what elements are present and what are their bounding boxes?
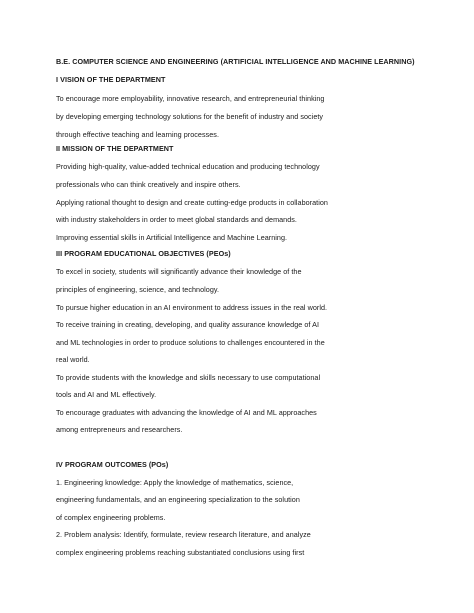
peo-line: To provide students with the knowledge and skills necessary to use computational <box>56 373 321 382</box>
peo-line: To pursue higher education in an AI environment to address issues in the real world. <box>56 303 328 312</box>
pos-heading: IV PROGRAM OUTCOMES (POs) <box>56 460 169 469</box>
po-line: 1. Engineering knowledge: Apply the knowledge of mathematics, science, <box>56 478 294 487</box>
peo-line: To encourage graduates with advancing the knowledge of AI and ML approaches <box>56 408 317 417</box>
peo-line: To receive training in creating, developing, and quality assurance knowledge of AI <box>56 320 320 329</box>
peo-line: real world. <box>56 355 90 364</box>
mission-heading: II MISSION OF THE DEPARTMENT <box>56 144 174 153</box>
peo-line: principles of engineering, science, and technology. <box>56 285 220 294</box>
po-line: engineering fundamentals, and an engineering specialization to the solution <box>56 495 300 504</box>
po-line: complex engineering problems reaching substantiated conclusions using first <box>56 548 305 557</box>
po-line: of complex engineering problems. <box>56 513 166 522</box>
vision-heading: I VISION OF THE DEPARTMENT <box>56 75 166 84</box>
peo-line: and ML technologies in order to produce solutions to challenges encountered in the <box>56 338 325 347</box>
mission-line: Improving essential skills in Artificial Intelligence and Machine Learning. <box>56 233 288 242</box>
peo-line: among entrepreneurs and researchers. <box>56 425 183 434</box>
mission-line: with industry stakeholders in order to meet global standards and demands. <box>56 215 297 224</box>
vision-line: through effective teaching and learning processes. <box>56 130 219 139</box>
mission-line: Providing high-quality, value-added technical education and producing technology <box>56 162 320 171</box>
document-title: B.E. COMPUTER SCIENCE AND ENGINEERING (ARTIFICIAL INTELLIGENCE AND MACHINE LEARNING) <box>56 57 415 66</box>
vision-line: by developing emerging technology solutions for the benefit of industry and society <box>56 112 324 121</box>
peo-line: To excel in society, students will significantly advance their knowledge of the <box>56 267 302 276</box>
peo-line: tools and AI and ML effectively. <box>56 390 157 399</box>
mission-line: professionals who can think creatively and inspire others. <box>56 180 241 189</box>
mission-line: Applying rational thought to design and create cutting-edge products in collaboration <box>56 198 328 207</box>
po-line: 2. Problem analysis: Identify, formulate, review research literature, and analyze <box>56 530 311 539</box>
vision-line: To encourage more employability, innovative research, and entrepreneurial thinking <box>56 94 325 103</box>
peos-heading: III PROGRAM EDUCATIONAL OBJECTIVES (PEOs) <box>56 249 231 258</box>
